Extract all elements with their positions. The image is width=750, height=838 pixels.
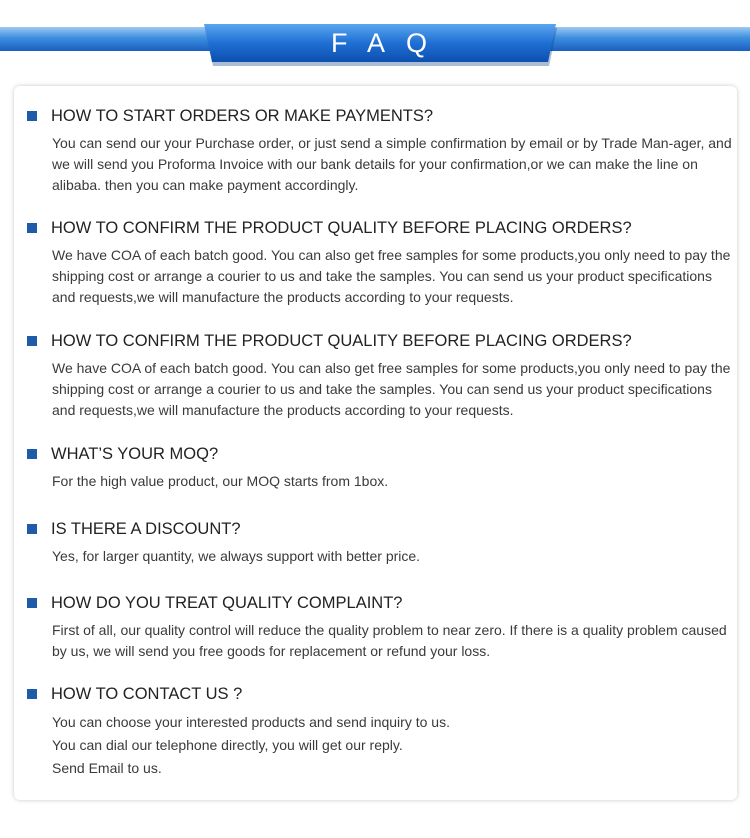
faq-item <box>14 216 737 308</box>
faq-answer: You can send our your Purchase order, or just send a simple confirmation by email or by Trade Man-ager, and we will send you Proforma Invoice with our bank details for your confirmation,or we can make the line on alibaba. then you can make payment accordingly. <box>52 135 732 193</box>
bullet-square-icon <box>27 689 37 699</box>
answer-line: You can choose your interested products and send inquiry to us. <box>52 714 450 730</box>
bullet-square-icon <box>27 449 37 459</box>
answer-line: You can dial our telephone directly, you will get our reply. <box>52 737 403 753</box>
faq-item <box>14 442 737 492</box>
faq-question: WHAT’S YOUR MOQ? <box>51 445 219 463</box>
faq-answer: First of all, our quality control will reduce the quality problem to near zero. If there is a quality problem caused by us, we will send you free goods for replacement or refund your loss. <box>52 622 727 659</box>
bullet-square-icon <box>27 111 37 121</box>
faq-question: HOW TO CONFIRM THE PRODUCT QUALITY BEFORE PLACING ORDERS? <box>51 332 632 350</box>
faq-banner <box>0 0 750 80</box>
faq-item <box>14 517 737 567</box>
faq-answer <box>52 712 737 779</box>
bullet-square-icon <box>27 223 37 233</box>
bullet-square-icon <box>27 336 37 346</box>
faq-item <box>14 591 737 662</box>
faq-question: HOW TO START ORDERS OR MAKE PAYMENTS? <box>51 107 434 125</box>
faq-answer: We have COA of each batch good. You can also get free samples for some products,you only need to pay the shipping cost or arrange a courier to us and take the samples. You can send us your product specifications and requests,we will manufacture the products according to your requests. <box>52 360 731 418</box>
faq-answer: Yes, for larger quantity, we always support with better price. <box>52 548 421 564</box>
faq-item <box>14 682 737 781</box>
bullet-square-icon <box>27 598 37 608</box>
faq-question: HOW DO YOU TREAT QUALITY COMPLAINT? <box>51 594 403 612</box>
faq-question: IS THERE A DISCOUNT? <box>51 520 241 538</box>
answer-line: Send Email to us. <box>52 760 162 776</box>
bullet-square-icon <box>27 524 37 534</box>
faq-title: FAQ <box>330 28 448 58</box>
faq-question: HOW TO CONFIRM THE PRODUCT QUALITY BEFORE PLACING ORDERS? <box>51 219 632 237</box>
faq-answer: We have COA of each batch good. You can also get free samples for some products,you only need to pay the shipping cost or arrange a courier to us and take the samples. You can send us your product specifications and requests,we will manufacture the products according to your requests. <box>52 247 731 305</box>
faq-question: HOW TO CONTACT US ? <box>51 685 243 703</box>
faq-answer: For the high value product, our MOQ starts from 1box. <box>52 473 389 489</box>
faq-item <box>14 329 737 421</box>
faq-card <box>14 86 737 800</box>
faq-item <box>14 104 737 196</box>
